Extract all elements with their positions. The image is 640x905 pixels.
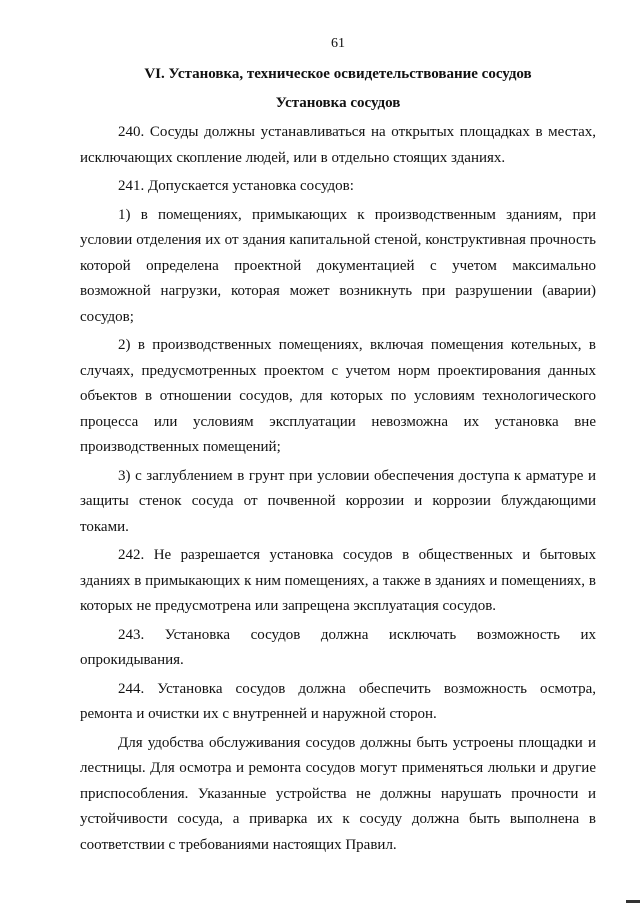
subsection-title: Установка сосудов xyxy=(275,95,401,111)
section-title: VI. Установка, техническое освидетельствование сосудов xyxy=(144,66,532,82)
paragraph-244: 244. Установка сосудов должна обеспечить возможность осмотра, ремонта и очистки их с внутренней и наружной сторон. xyxy=(80,680,596,722)
paragraph-241-item-2: 2) в производственных помещениях, включая помещения котельных, в случаях, предусмотренных проектом с учетом норм проектирования данных объектов в отношении сосудов, для которых по условиям технологического процесса или условиям эксплуатации невозможна их установка вне производственных помещений; xyxy=(80,337,596,455)
scan-edge-mark xyxy=(626,900,640,903)
paragraph-242: 242. Не разрешается установка сосудов в общественных и бытовых зданиях в примыкающих к ним помещениях, а также в зданиях и помещениях, в которых не предусмотрена или запрещена эксплуатация сосудов. xyxy=(80,547,596,614)
page-number: 61 xyxy=(331,36,345,51)
paragraph-243: 243. Установка сосудов должна исключать возможность их опрокидывания. xyxy=(80,626,596,668)
document-page xyxy=(80,34,596,861)
paragraph-241: 241. Допускается установка сосудов: xyxy=(118,178,354,194)
paragraph-241-item-3: 3) с заглублением в грунт при условии обеспечения доступа к арматуре и защиты стенок сосуда от почвенной коррозии и коррозии блуждающими токами. xyxy=(80,467,596,535)
paragraph-platforms: Для удобства обслуживания сосудов должны быть устроены площадки и лестницы. Для осмотра и ремонта сосудов могут применяться люльки и другие приспособления. Указанные устройства не должны нарушать прочности и устойчивости сосуда, а приварка их к сосуду должна быть выполнена в соответствии с требованиями настоящих Правил. xyxy=(80,734,596,853)
paragraph-241-item-1: 1) в помещениях, примыкающих к производственным зданиям, при условии отделения их от здания капитальной стеной, конструктивная прочность которой определена проектной документацией с учетом максимально возможной нагрузки, которая может возникнуть при разрушении (аварии) сосудов; xyxy=(80,206,596,325)
paragraph-240: 240. Сосуды должны устанавливаться на открытых площадках в местах, исключающих скопление людей, или в отдельно стоящих зданиях. xyxy=(80,124,596,166)
